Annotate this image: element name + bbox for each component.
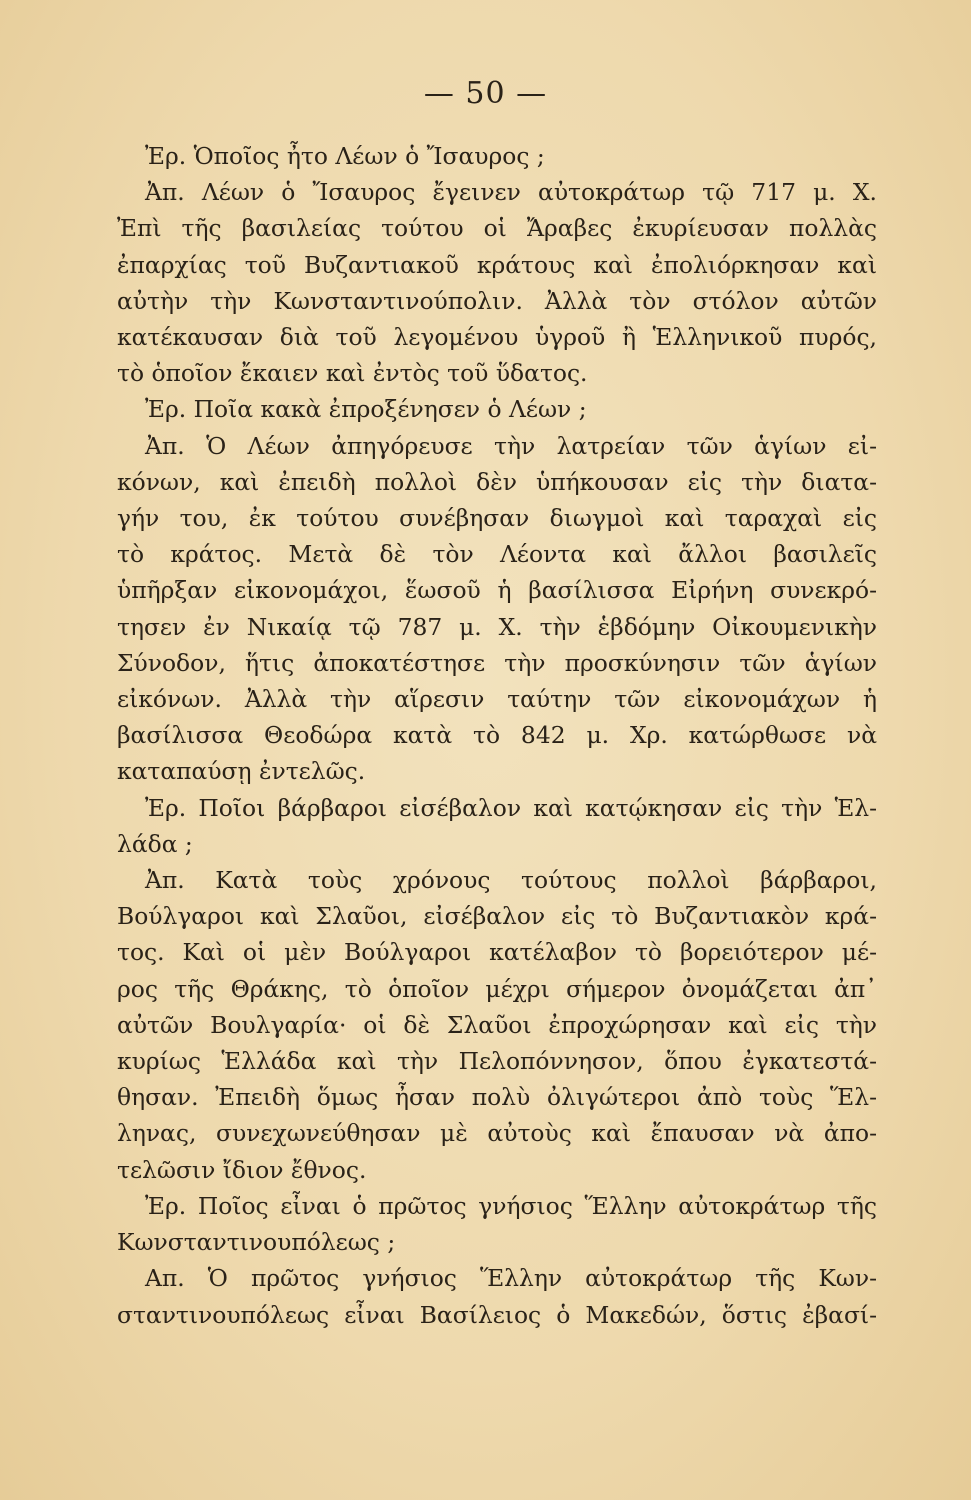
text-line: καταπαύσῃ ἐντελῶς. <box>117 757 366 786</box>
text-line: ἐπαρχίας τοῦ Βυζαντιακοῦ κράτους καὶ ἐπολιόρκησαν καὶ <box>117 250 877 279</box>
text-line: ρος τῆς Θράκης, τὸ ὁποῖον μέχρι σήμερον ὀνομάζεται ἀπ᾿ <box>117 974 877 1003</box>
text-line: κόνων, καὶ ἐπειδὴ πολλοὶ δὲν ὑπήκουσαν εἰς τὴν διατα- <box>117 467 877 496</box>
text-line: κυρίως Ἑλλάδα καὶ τὴν Πελοπόννησον, ὅπου ἐγκατεστά- <box>117 1047 877 1076</box>
text-line: Απ. Ὁ πρῶτος γνήσιος Ἕλλην αὐτοκράτωρ τῆς Κων- <box>145 1264 877 1293</box>
text-line: Ἐρ. Ποῖος εἶναι ὁ πρῶτος γνήσιος Ἕλλην αὐτοκράτωρ τῆς <box>145 1191 877 1220</box>
text-line: Ἀπ. Κατὰ τοὺς χρόνους τούτους πολλοὶ βάρβαροι, <box>145 866 877 895</box>
text-line: Ἐρ. Ποῖοι βάρβαροι εἰσέβαλον καὶ κατῴκησαν εἰς τὴν Ἑλ- <box>145 793 877 822</box>
text-line: κατέκαυσαν διὰ τοῦ λεγομένου ὑγροῦ ἢ Ἑλληνικοῦ πυρός, <box>117 323 877 352</box>
text-line: τησεν ἐν Νικαίᾳ τῷ 787 μ. Χ. τὴν ἑβδόμην Οἰκουμενικὴν <box>117 612 877 641</box>
page-number: — 50 — <box>423 76 548 111</box>
text-line: τὸ κράτος. Μετὰ δὲ τὸν Λέοντα καὶ ἄλλοι βασιλεῖς <box>117 540 877 569</box>
text-line: αὐτῶν Βουλγαρία· οἱ δὲ Σλαῦοι ἐπροχώρησαν καὶ εἰς τὴν <box>117 1010 877 1039</box>
text-line: σταντινουπόλεως εἶναι Βασίλειος ὁ Μακεδών, ὅστις ἐβασί- <box>117 1300 877 1329</box>
text-line: βασίλισσα Θεοδώρα κατὰ τὸ 842 μ. Χρ. κατώρθωσε νὰ <box>117 721 877 750</box>
text-line: ὑπῆρξαν εἰκονομάχοι, ἕωσοῦ ἡ βασίλισσα Εἰρήνη συνεκρό- <box>117 576 877 605</box>
text-line: ληνας, συνεχωνεύθησαν μὲ αὐτοὺς καὶ ἔπαυσαν νὰ ἀπο- <box>117 1119 877 1148</box>
text-line: Ἐρ. Ποῖα κακὰ ἐπροξένησεν ὁ Λέων ; <box>145 395 587 424</box>
text-line: γήν του, ἐκ τούτου συνέβησαν διωγμοὶ καὶ ταραχαὶ εἰς <box>117 504 877 533</box>
text-line: Ἐρ. Ὁποῖος ἦτο Λέων ὁ Ἴσαυρος ; <box>145 142 545 170</box>
text-line: εἰκόνων. Ἀλλὰ τὴν αἵρεσιν ταύτην τῶν εἰκονομάχων ἡ <box>117 685 877 714</box>
text-line: Ἀπ. Λέων ὁ Ἴσαυρος ἔγεινεν αὐτοκράτωρ τῷ 717 μ. Χ. <box>145 178 877 207</box>
text-line: Σύνοδον, ἥτις ἀποκατέστησε τὴν προσκύνησιν τῶν ἁγίων <box>117 648 877 677</box>
body-text <box>117 138 877 1333</box>
text-line: τελῶσιν ἴδιον ἔθνος. <box>117 1155 367 1184</box>
text-line: Βούλγαροι καὶ Σλαῦοι, εἰσέβαλον εἰς τὸ Βυζαντιακὸν κρά- <box>117 902 877 931</box>
text-line: Κωνσταντινουπόλεως ; <box>117 1228 396 1257</box>
text-line: αὐτὴν τὴν Κωνσταντινούπολιν. Ἀλλὰ τὸν στόλον αὐτῶν <box>117 286 877 315</box>
text-line: λάδα ; <box>117 829 193 858</box>
text-line: τος. Καὶ οἱ μὲν Βούλγαροι κατέλαβον τὸ βορειότερον μέ- <box>117 938 877 967</box>
text-line: θησαν. Ἐπειδὴ ὅμως ἦσαν πολὺ ὀλιγώτεροι ἀπὸ τοὺς Ἕλ- <box>117 1083 877 1112</box>
text-line: Ἐπὶ τῆς βασιλείας τούτου οἱ Ἄραβες ἐκυρίευσαν πολλὰς <box>117 214 877 243</box>
text-line: Ἀπ. Ὁ Λέων ἀπηγόρευσε τὴν λατρείαν τῶν ἁγίων εἰ- <box>145 431 877 460</box>
text-line: τὸ ὁποῖον ἔκαιεν καὶ ἐντὸς τοῦ ὕδατος. <box>117 359 588 388</box>
